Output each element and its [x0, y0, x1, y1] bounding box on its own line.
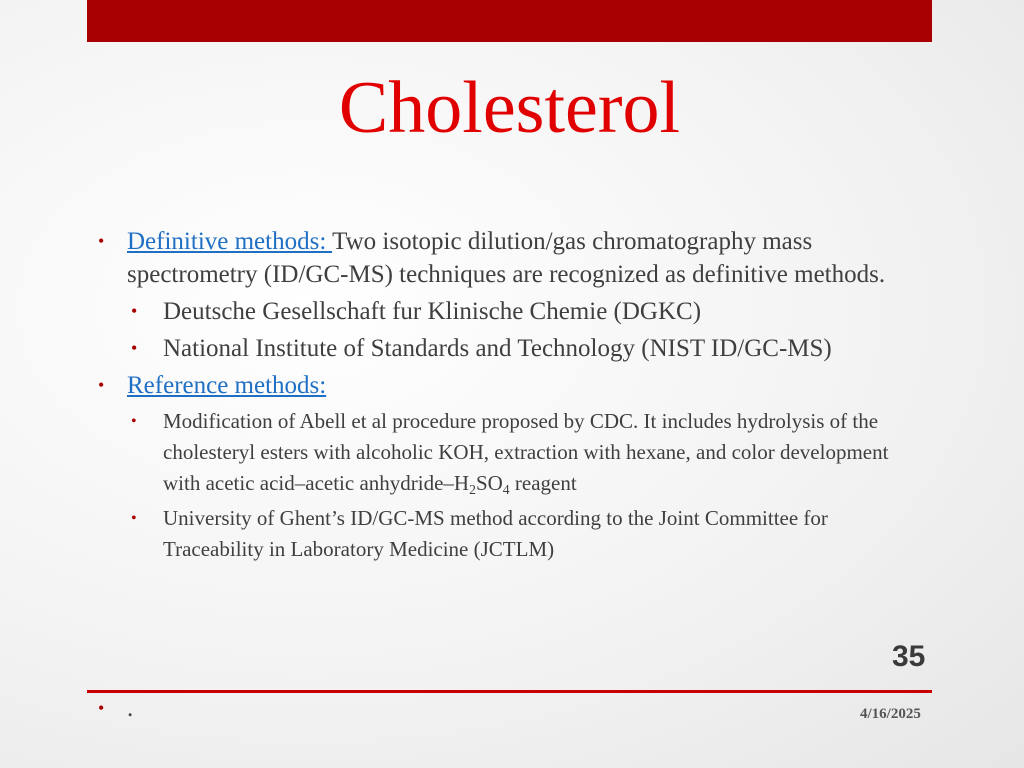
subscript-4: 4: [502, 482, 510, 498]
bullet-icon: •: [131, 338, 138, 358]
slide-number: 35: [892, 640, 926, 673]
sub-bullet-abell-cdc: [95, 406, 915, 499]
sub-bullet-text: University of Ghent’s ID/GC-MS method according to the Joint Committee for Traceability in Laboratory Medicine (JCTLM): [163, 506, 828, 561]
bullet-icon: •: [131, 413, 137, 430]
slide-date: 4/16/2025: [860, 706, 921, 722]
slide-content: [95, 225, 915, 569]
bullet-icon: •: [131, 510, 137, 527]
bullet-icon: •: [98, 231, 105, 251]
definitive-methods-link[interactable]: Definitive methods:: [127, 228, 333, 255]
sub-bullet-text: National Institute of Standards and Technology (NIST ID/GC-MS): [163, 335, 832, 362]
bullet-icon: •: [98, 698, 105, 718]
bottom-divider: [87, 690, 932, 693]
reference-methods-link[interactable]: Reference methods:: [127, 372, 327, 399]
formula-end: reagent: [509, 471, 577, 495]
bullet-icon: •: [98, 375, 105, 395]
sub-bullet-text: Deutsche Gesellschaft fur Klinische Chemie (DGKC): [163, 298, 702, 325]
sub-bullet-text: Modification of Abell et al procedure proposed by CDC. It includes hydrolysis of the cholesteryl esters with alcoholic KOH, extraction with hexane, and color development with acetic acid–acetic anhydride–H: [163, 409, 889, 495]
bottom-empty-bullet: [95, 692, 133, 725]
bullet-definitive-methods: [95, 225, 915, 291]
subscript-2: 2: [469, 482, 476, 498]
bullet-reference-methods: [95, 369, 915, 402]
bottom-bullet-text: .: [127, 695, 134, 722]
sub-bullet-dgkc: [95, 295, 915, 328]
definitive-methods-text: Two isotopic dilution/gas chromatography mass spectrometry (ID/GC-MS) techniques are recognized as definitive methods.: [127, 228, 886, 288]
slide-title: Cholesterol: [338, 67, 681, 149]
formula-part: SO: [475, 471, 503, 495]
bullet-icon: •: [131, 301, 138, 321]
top-accent-bar: [87, 0, 932, 42]
sub-bullet-nist: [95, 332, 915, 365]
sub-bullet-ghent: [95, 503, 915, 565]
